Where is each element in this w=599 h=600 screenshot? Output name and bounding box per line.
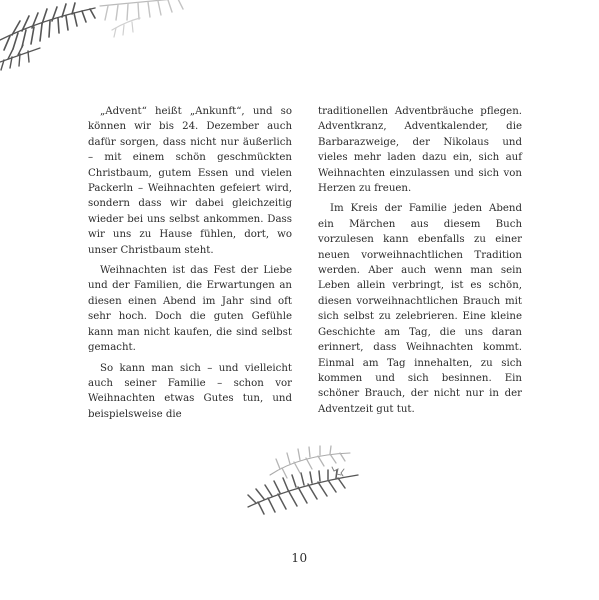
paragraph: traditionellen Adventbräuche pflegen. Adventkranz, Adventkalender, die Barbarazweige, der Nikolaus und vieles mehr laden dazu ein, sich auf Weihnachten einzulassen und sich von Herzen zu freuen. bbox=[318, 106, 522, 195]
text-column-right bbox=[318, 104, 522, 422]
fir-branch-center-illustration bbox=[240, 445, 366, 530]
paragraph: So kann man sich – und vielleicht auch seiner Familie – schon vor Weihnachten etwas Gutes tun, und beispielsweise die bbox=[88, 362, 292, 420]
paragraph: „Advent“ heißt „Ankunft“, und so können wir bis 24. Dezember auch dafür sorgen, dass nicht nur äußerlich – mit einem schön geschmückten Christbaum, gutem Essen und vielen Packerln – Weihnachten gefeiert wird, sondern dass wir dabei gleichzeitig wieder bei uns selbst ankommen. Dass wir uns zu Hause fühlen, dort, wo unser Christbaum steht. bbox=[88, 106, 292, 256]
fir-branch-top-left-illustration bbox=[0, 0, 195, 75]
paragraph: Im Kreis der Familie jeden Abend ein Märchen aus diesem Buch vorzulesen kann ebenfalls zu einer neuen vorweihnachtlichen Tradition werden. Aber auch wenn man sein Leben allein verbringt, ist es schön, diesen vorweihnachtlichen Brauch mit sich selbst zu zelebrieren. Eine kleine Geschichte am Tag, die uns daran erinnert, dass Weihnachten kommt. Einmal am Tag innehalten, zu sich kommen und sich besinnen. Ein schöner Brauch, der nicht nur in der Adventzeit gut tut. bbox=[318, 203, 522, 415]
text-column-left bbox=[88, 104, 292, 427]
page-number: 10 bbox=[291, 551, 308, 565]
paragraph: Weihnachten ist das Fest der Liebe und der Familien, die Erwartungen an diesen einen Abend im Jahr sind oft sehr hoch. Doch die guten Gefühle kann man nicht kaufen, die sind selbst gemacht. bbox=[88, 265, 292, 354]
